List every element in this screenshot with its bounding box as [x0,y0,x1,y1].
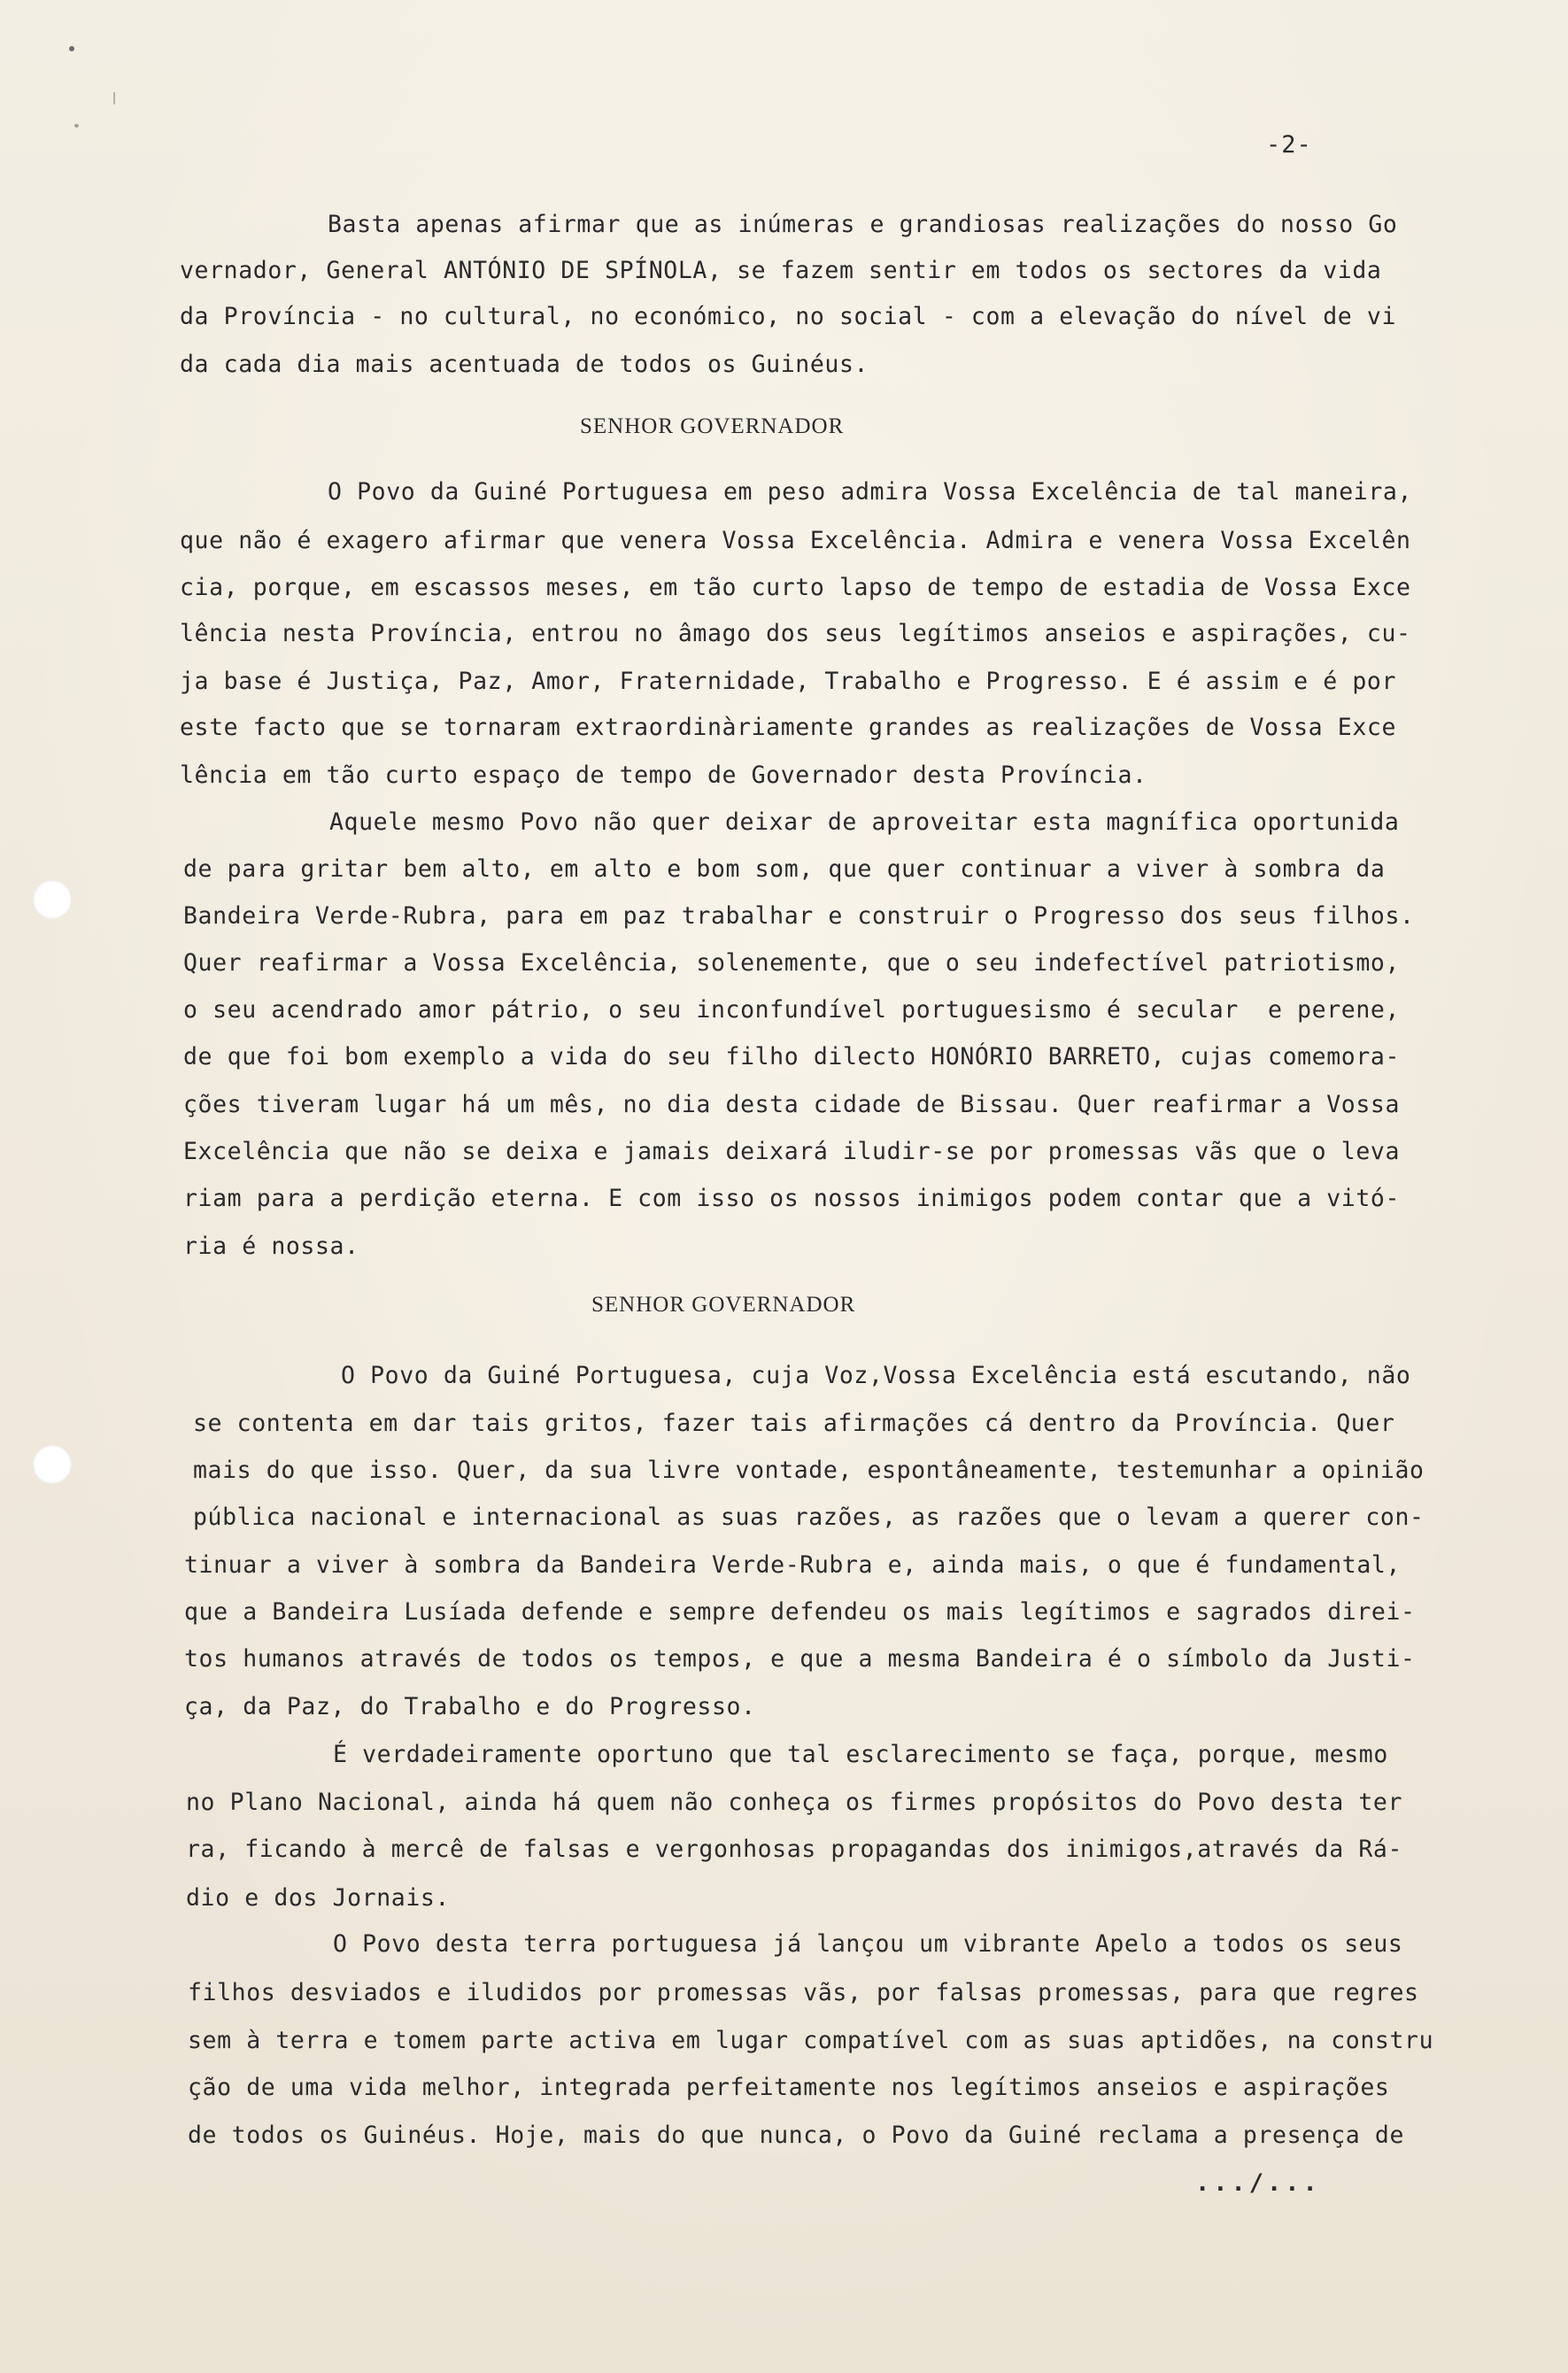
text-line: ra, ficando à mercê de falsas e vergonhosas propagandas dos inimigos,através da Rá- [186,1836,1403,1863]
continuation-marker: .../... [1195,2169,1321,2197]
section-heading: SENHOR GOVERNADOR [580,414,845,438]
punch-hole-bottom [33,1445,72,1484]
text-line: filhos desviados e iludidos por promessas vãs, por falsas promessas, para que regres [188,1979,1419,2006]
ink-speck [74,124,79,128]
text-line: ja base é Justiça, Paz, Amor, Fraternidade, Trabalho e Progresso. E é assim e é por [180,668,1397,695]
text-line: tinuar a viver à sombra da Bandeira Verde-Rubra e, ainda mais, o que é fundamental, [184,1551,1402,1579]
text-line: sem à terra e tomem parte activa em lugar compatível com as suas aptidões, na constru [188,2027,1434,2054]
text-line: de para gritar bem alto, em alto e bom som, que quer continuar a viver à sombra da [183,855,1386,883]
text-line: Excelência que não se deixa e jamais deixará iludir-se por promessas vãs que o leva [183,1138,1401,1165]
text-line: lência em tão curto espaço de tempo de Governador desta Província. [180,761,1147,789]
text-line: mais do que isso. Quer, da sua livre vontade, espontâneamente, testemunhar a opinião [193,1457,1425,1484]
text-line: ria é nossa. [183,1233,359,1260]
text-line: que não é exagero afirmar que venera Vossa Excelência. Admira e venera Vossa Excelên [180,527,1411,554]
text-line: da cada dia mais acentuada de todos os Guinéus. [180,351,869,378]
text-line: vernador, General ANTÓNIO DE SPÍNOLA, se fazem sentir em todos os sectores da vida [180,257,1382,284]
text-line: que a Bandeira Lusíada defende e sempre defendeu os mais legítimos e sagrados direi- [184,1598,1416,1626]
text-line: O Povo desta terra portuguesa já lançou um vibrante Apelo a todos os seus [333,1930,1403,1958]
text-line: da Província - no cultural, no económico, no social - com a elevação do nível de vi [180,303,1397,330]
text-line: ção de uma vida melhor, integrada perfeitamente nos legítimos anseios e aspirações [188,2074,1390,2101]
text-line: tos humanos através de todos os tempos, e que a mesma Bandeira é o símbolo da Justi- [184,1645,1416,1673]
text-line: dio e dos Jornais. [186,1884,450,1912]
text-line: O Povo da Guiné Portuguesa em peso admira Vossa Excelência de tal maneira, [328,478,1413,506]
text-line: Quer reafirmar a Vossa Excelência, solenemente, que o seu indefectível patriotismo, [183,949,1401,977]
ink-speck [113,92,115,104]
text-line: pública nacional e internacional as suas razões, as razões que o levam a querer con- [193,1503,1425,1531]
text-line: o seu acendrado amor pátrio, o seu inconfundível portuguesismo é secular e perene, [183,996,1401,1024]
text-line: de todos os Guinéus. Hoje, mais do que nunca, o Povo da Guiné reclama a presença de [188,2122,1405,2149]
text-line: este facto que se tornaram extraordinàriamente grandes as realizações de Vossa Exce [180,714,1397,741]
text-line: Bandeira Verde-Rubra, para em paz trabalhar e construir o Progresso dos seus filhos. [183,902,1415,930]
ink-speck [69,46,74,51]
punch-hole-top [33,880,72,919]
page-number: -2- [1266,131,1312,158]
text-line: Aquele mesmo Povo não quer deixar de aproveitar esta magnífica oportunida [329,808,1400,836]
text-line: ça, da Paz, do Trabalho e do Progresso. [184,1693,756,1720]
text-line: Basta apenas afirmar que as inúmeras e grandiosas realizações do nosso Go [328,211,1398,238]
text-line: cia, porque, em escassos meses, em tão curto lapso de tempo de estadia de Vossa Exce [180,574,1411,601]
text-line: É verdadeiramente oportuno que tal esclarecimento se faça, porque, mesmo [333,1741,1388,1768]
text-line: se contenta em dar tais gritos, fazer tais afirmações cá dentro da Província. Quer [193,1410,1395,1437]
text-line: lência nesta Província, entrou no âmago dos seus legítimos anseios e aspirações, cu- [180,620,1411,647]
text-line: de que foi bom exemplo a vida do seu filho dilecto HONÓRIO BARRETO, cujas comemora- [183,1043,1401,1071]
text-line: riam para a perdição eterna. E com isso os nossos inimigos podem contar que a vitó- [183,1185,1401,1212]
text-line: O Povo da Guiné Portuguesa, cuja Voz,Vossa Excelência está escutando, não [341,1362,1411,1389]
section-heading: SENHOR GOVERNADOR [591,1293,856,1317]
text-line: ções tiveram lugar há um mês, no dia desta cidade de Bissau. Quer reafirmar a Vossa [183,1091,1401,1118]
text-line: no Plano Nacional, ainda há quem não conheça os firmes propósitos do Povo desta ter [186,1789,1403,1816]
